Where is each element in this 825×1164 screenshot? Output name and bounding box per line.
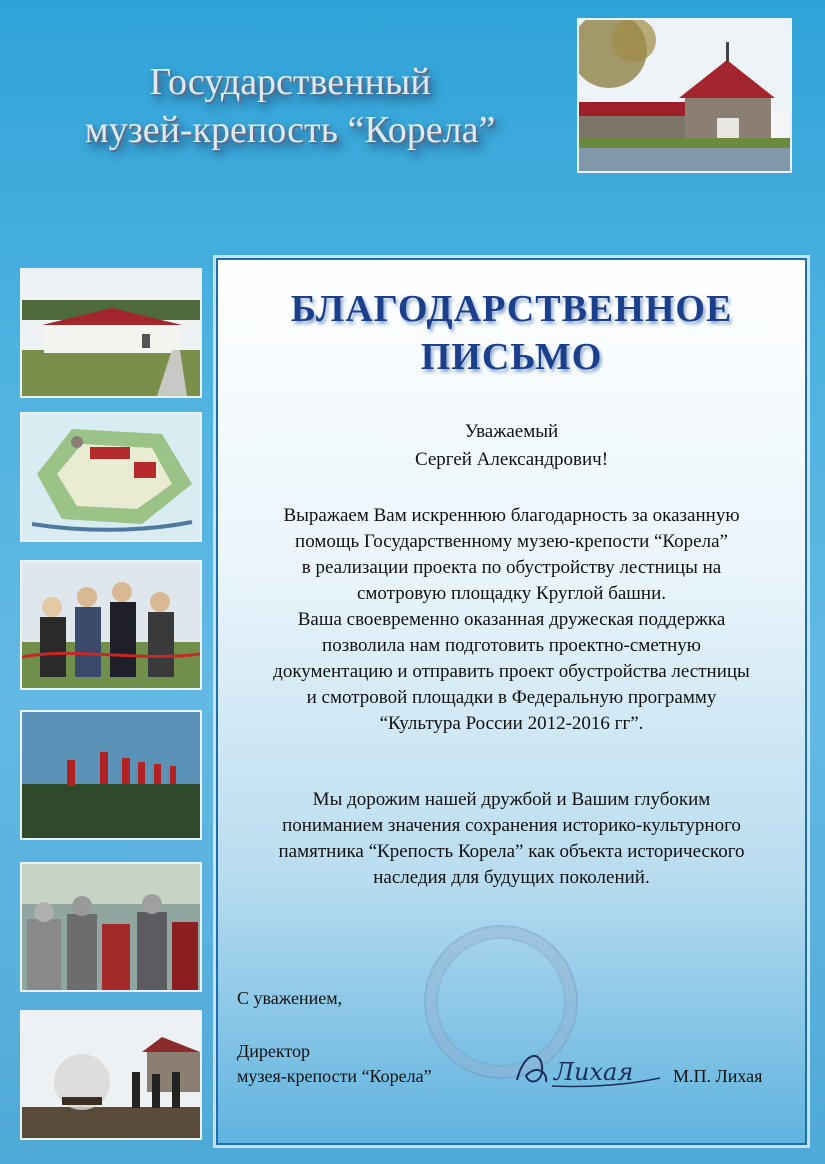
handwritten-signature	[512, 1042, 662, 1097]
signature-text: Лихая	[554, 1058, 634, 1086]
museum-name-line2: музей-крепость “Корела”	[84, 109, 496, 151]
letter-line: и смотровой площадки в Федеральную программу	[306, 687, 717, 708]
ribbon-cutting-photo	[20, 560, 202, 690]
fortress-map-illustration	[22, 414, 200, 540]
signatory-name: М.П. Лихая	[673, 1066, 763, 1086]
signatory-title-line1: Директор	[237, 1041, 311, 1061]
letter-line: Ваша своевременно оказанная дружеская поддержка	[297, 609, 726, 630]
letter-line: документацию и отправить проект обустройства лестницы	[273, 661, 750, 682]
letter-title-line2: ПИСЬМО	[420, 336, 603, 378]
letter-line: пониманием значения сохранения историко-культурного	[282, 815, 741, 836]
knights-festival-photo	[20, 862, 202, 992]
museum-name-line1: Государственный	[149, 61, 431, 103]
fortress-map-photo	[20, 412, 202, 542]
letter-line: Мы дорожим нашей дружбой и Вашим глубоким	[312, 789, 711, 810]
letter-line: памятника “Крепость Корела” как объекта исторического	[278, 841, 745, 862]
museum-name	[20, 58, 560, 154]
ribbon-cutting-illustration	[22, 562, 200, 688]
soldiers-march-photo	[20, 710, 202, 840]
letter-line: “Культура России 2012-2016 гг”.	[379, 713, 644, 734]
letter-line: Выражаем Вам искреннюю благодарность за оказанную	[283, 505, 740, 526]
museum-building-illustration	[22, 270, 200, 396]
letter-line: смотровую площадку Круглой башни.	[356, 583, 667, 604]
letter-line: наследия для будущих поколений.	[373, 867, 650, 888]
fortress-photo	[577, 18, 792, 173]
cannon-firing-photo	[20, 1010, 202, 1140]
letter-line: в реализации проекта по обустройству лестницы на	[301, 557, 722, 578]
letter-line: позволила нам подготовить проектно-сметную	[322, 635, 701, 656]
museum-building-photo	[20, 268, 202, 398]
letter-line: помощь Государственному музею-крепости “Корела”	[295, 531, 728, 552]
knights-festival-illustration	[22, 864, 200, 990]
closing: С уважением,	[237, 988, 343, 1008]
salutation-line1: Уважаемый	[464, 421, 559, 442]
letter-title-line1: БЛАГОДАРСТВЕННОЕ	[290, 288, 733, 330]
cannon-firing-illustration	[22, 1012, 200, 1138]
salutation-line2: Сергей Александрович!	[414, 449, 609, 470]
soldiers-march-illustration	[22, 712, 200, 838]
fortress-illustration	[579, 20, 790, 171]
signatory-title-line2: музея-крепости “Корела”	[237, 1066, 432, 1086]
